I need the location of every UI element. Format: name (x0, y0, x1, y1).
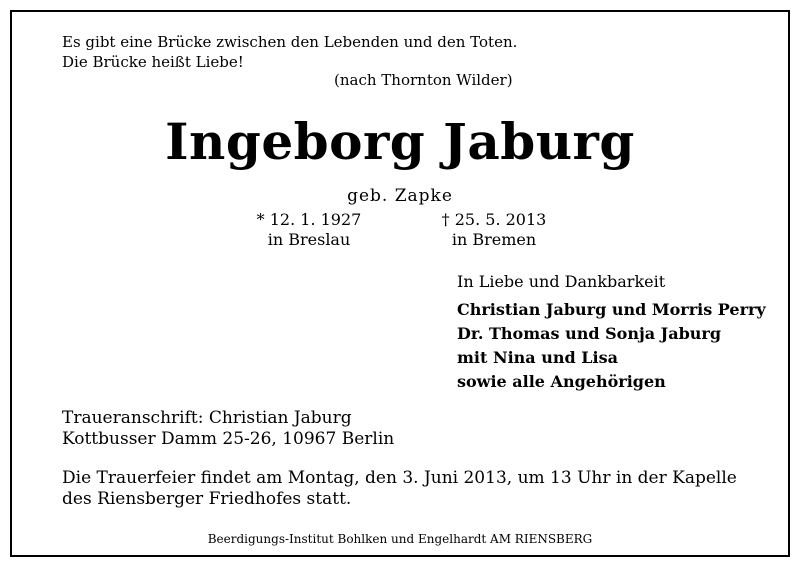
birth-place: in Breslau (267, 230, 351, 249)
address-line-2: Kottbusser Damm 25-26, 10967 Berlin (62, 429, 395, 449)
mourners-intro: In Liebe und Dankbarkeit (457, 272, 666, 291)
obituary-notice (10, 10, 790, 557)
service-line-1: Die Trauerfeier findet am Montag, den 3. Juni 2013, um 13 Uhr in der Kapelle (62, 468, 737, 488)
death-info (424, 210, 564, 250)
undertaker-credit: Beerdigungs-Institut Bohlken und Engelhardt AM RIENSBERG (207, 532, 593, 546)
mourner-line: Christian Jaburg und Morris Perry (457, 300, 766, 319)
deceased-name: Ingeborg Jaburg (165, 112, 635, 171)
mourner-line: mit Nina und Lisa (457, 348, 618, 367)
service-line-2: des Riensberger Friedhofes statt. (62, 489, 352, 509)
maiden-name: geb. Zapke (347, 186, 453, 206)
address-line-1: Traueranschrift: Christian Jaburg (62, 408, 352, 428)
birth-date: * 12. 1. 1927 (256, 210, 362, 229)
death-date: † 25. 5. 2013 (441, 210, 547, 229)
mourner-line: sowie alle Angehörigen (457, 372, 666, 391)
death-place: in Bremen (451, 230, 537, 249)
birth-info (244, 210, 374, 250)
quote-line-1: Es gibt eine Brücke zwischen den Lebenden und den Toten. (62, 33, 518, 51)
funeral-service-info (62, 468, 737, 510)
mourning-address (62, 408, 394, 450)
mourner-line: Dr. Thomas und Sonja Jaburg (457, 324, 722, 343)
mourners-list (457, 298, 766, 394)
quote-block (62, 32, 517, 72)
quote-line-2: Die Brücke heißt Liebe! (62, 53, 244, 71)
quote-attribution: (nach Thornton Wilder) (334, 71, 513, 89)
